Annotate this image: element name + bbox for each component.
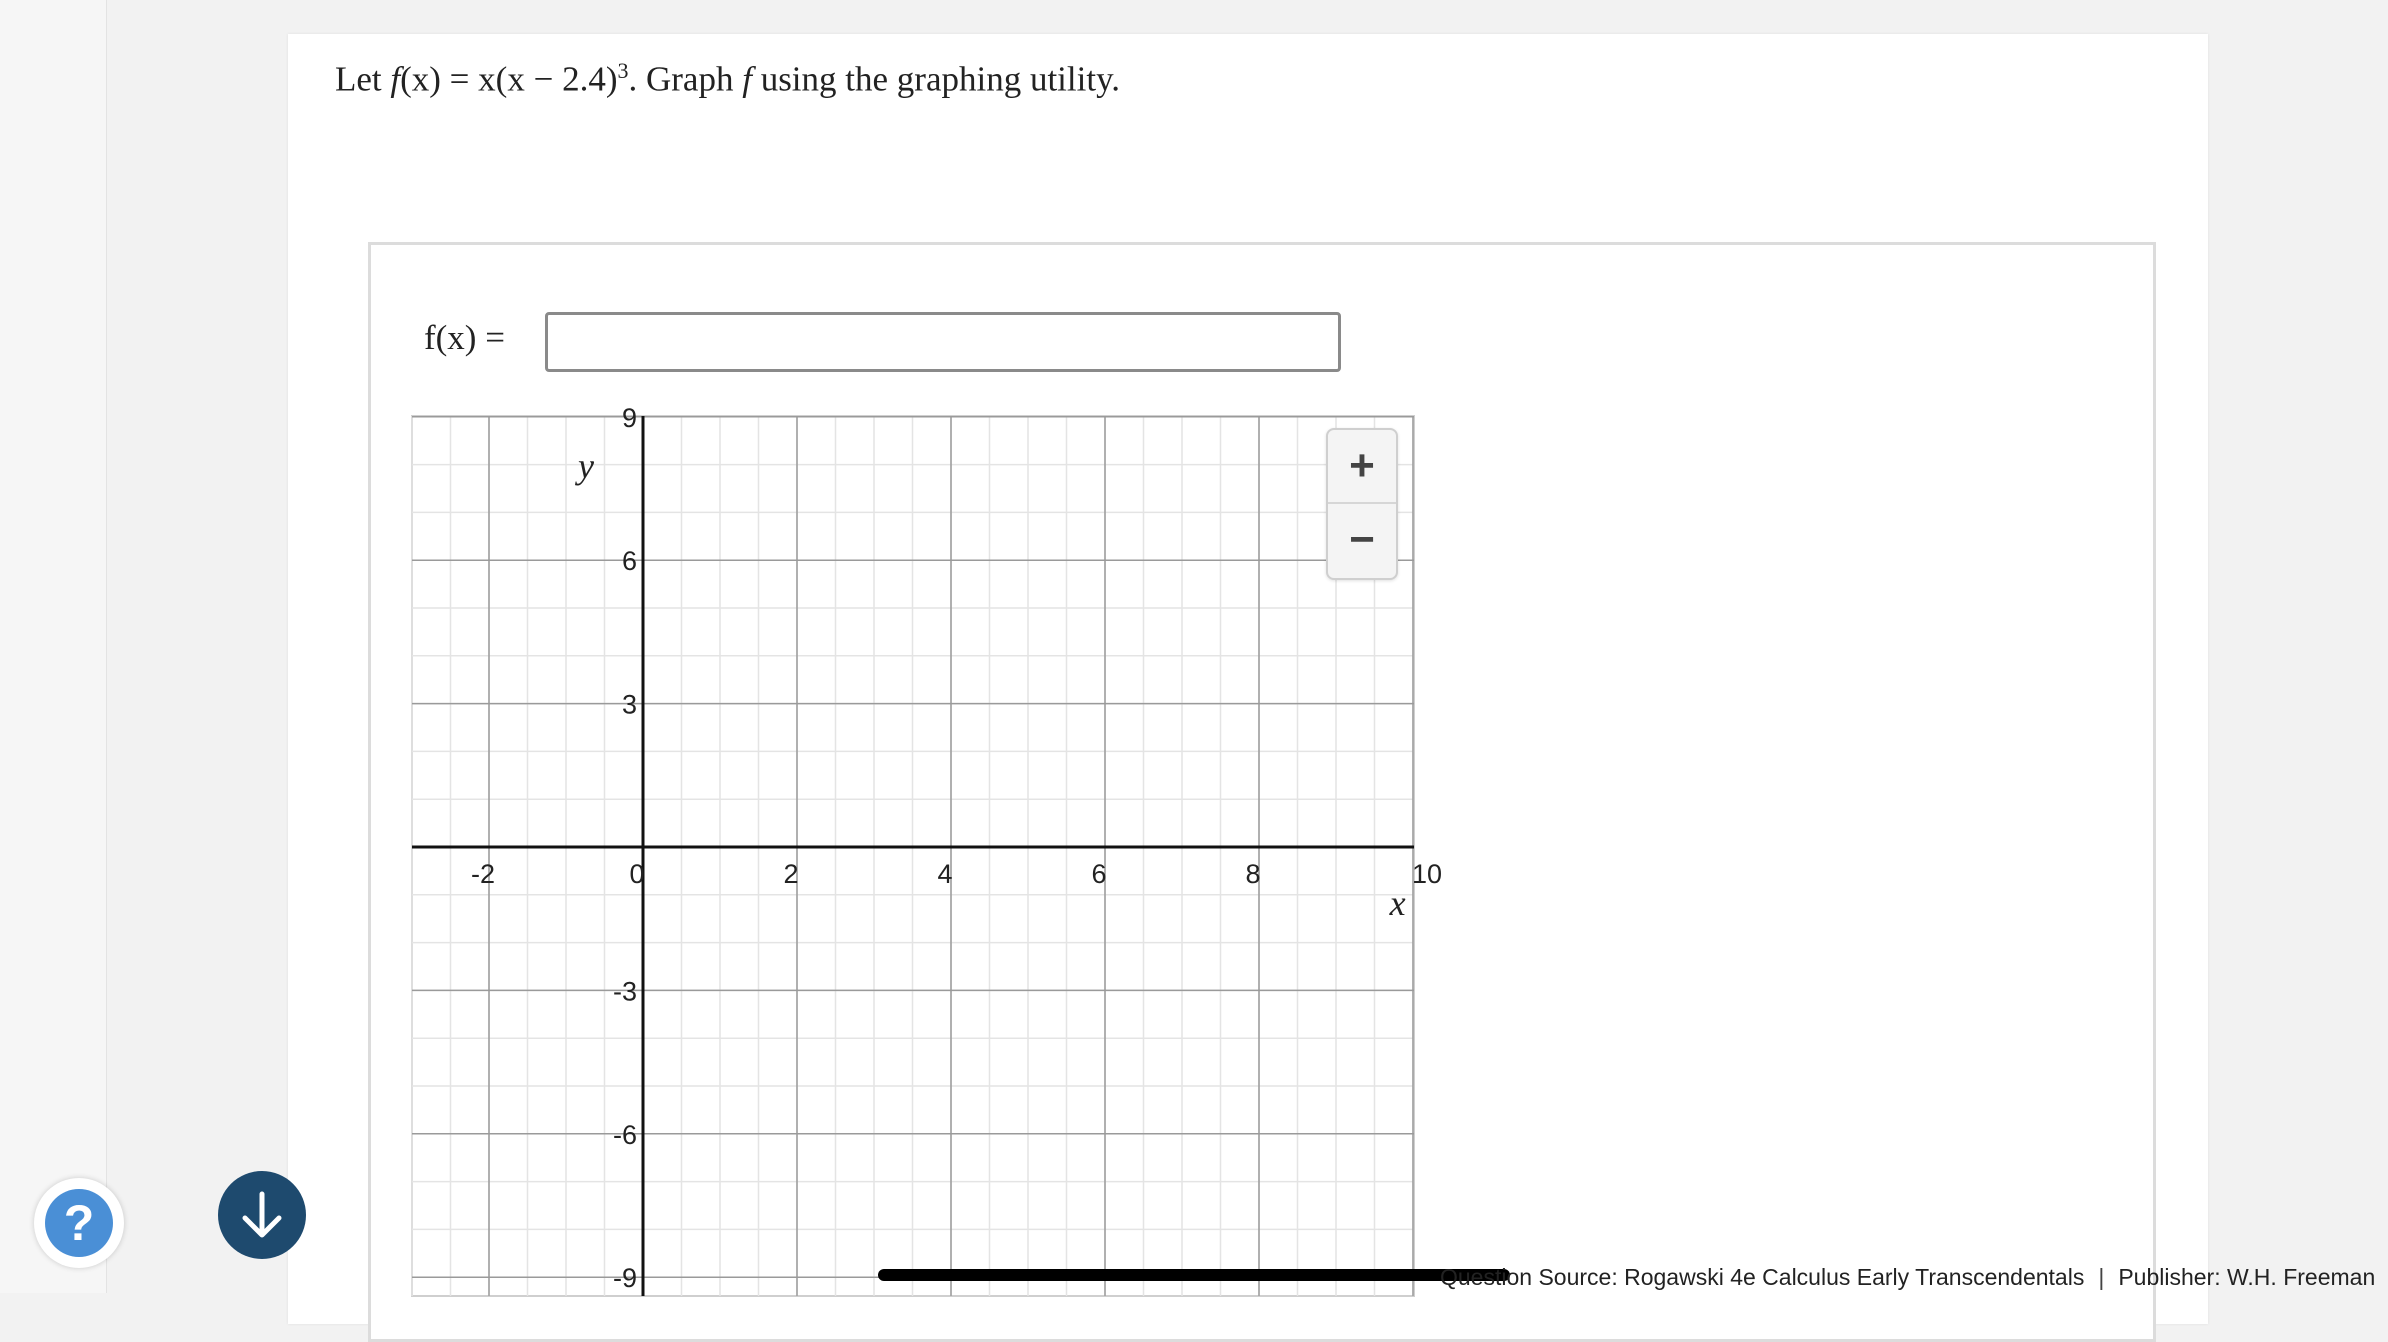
x-tick-label: 2 (783, 859, 799, 889)
x-tick-label: 0 (629, 859, 645, 889)
question-tail: using the graphing utility. (751, 59, 1121, 99)
question-f-2: f (742, 59, 752, 99)
y-tick-label: 3 (621, 689, 637, 720)
footer-separator: | (2098, 1264, 2105, 1290)
x-tick-label: 10 (1411, 859, 1443, 889)
zoom-out-button[interactable]: − (1349, 515, 1375, 564)
x-axis-label: x (1389, 883, 1406, 923)
question-equation: (x) = x(x − 2.4) (400, 59, 618, 99)
x-tick-label: -2 (470, 859, 496, 889)
zoom-controls (1326, 428, 1398, 580)
question-f: f (390, 59, 401, 99)
function-label: f(x) = (424, 318, 505, 357)
graph-canvas[interactable] (412, 402, 1443, 1296)
function-input[interactable] (545, 312, 1341, 372)
question-exponent: 3 (617, 58, 629, 83)
y-axis-label: y (578, 446, 594, 486)
question-text (335, 58, 1120, 100)
source-text: Question Source: Rogawski 4e Calculus Early Transcendentals (1440, 1264, 2085, 1290)
y-tick-label: -3 (612, 976, 637, 1007)
scroll-down-button[interactable] (218, 1171, 306, 1259)
y-tick-label: 6 (621, 546, 637, 577)
left-rail (0, 0, 107, 1293)
y-tick-label: 9 (621, 402, 637, 433)
question-prefix: Let (335, 59, 391, 99)
home-indicator (878, 1269, 1510, 1281)
help-button[interactable] (34, 1178, 124, 1268)
question-source (1440, 1264, 2376, 1293)
y-tick-label: -9 (612, 1263, 637, 1294)
y-tick-label: -6 (612, 1119, 637, 1150)
x-tick-label: 4 (937, 859, 953, 889)
publisher-text: Publisher: W.H. Freeman (2118, 1264, 2376, 1290)
question-suffix: . Graph (628, 59, 743, 99)
zoom-in-button[interactable]: + (1328, 430, 1396, 504)
x-tick-label: 6 (1091, 859, 1107, 889)
help-icon: ? (45, 1189, 113, 1257)
arrow-down-icon (235, 1188, 289, 1242)
x-tick-label: 8 (1245, 859, 1261, 889)
